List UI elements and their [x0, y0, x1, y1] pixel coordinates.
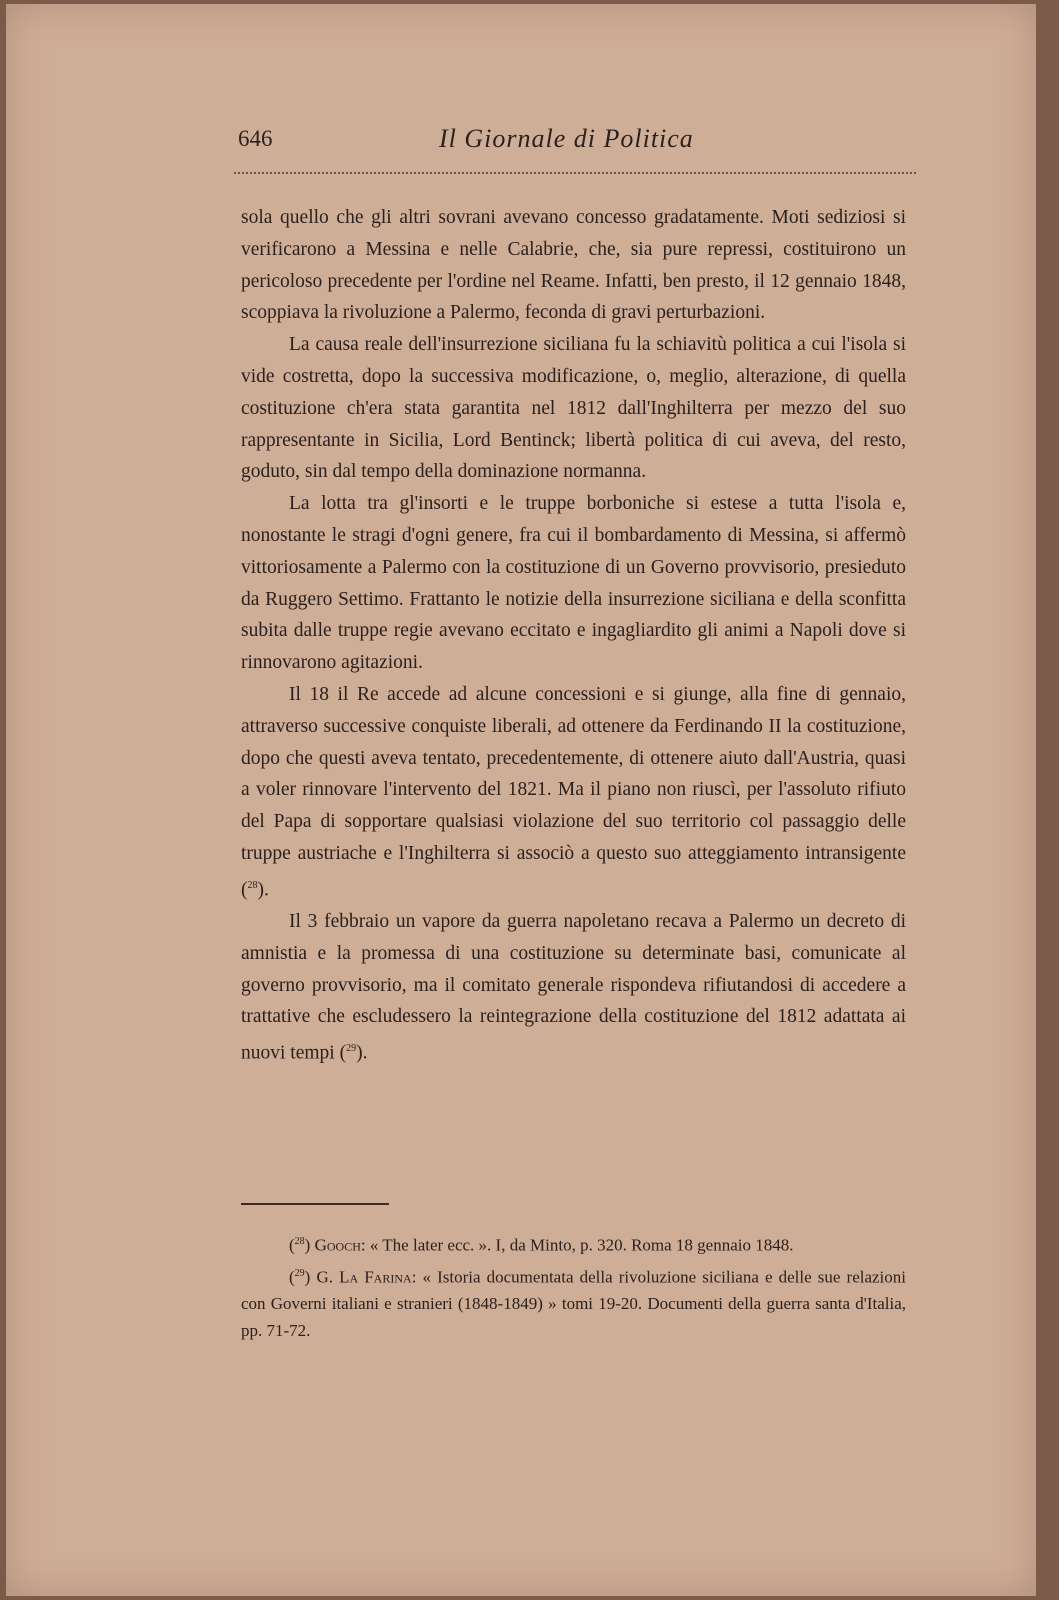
paragraph-4-text: Il 18 il Re accede ad alcune concessioni e si giunge, alla fine di gennaio, attraverso successive conquiste liberali, ad ottenere da Ferdinando II la costituzione, dopo che questi aveva tentato, precedentemente, di ottenere aiuto dall'Austria, quasi a voler rinnovare l'intervento del 1821. Ma il piano non riuscì, per l'assoluto rifiuto del Papa di sopportare qualsiasi violazione del suo territorio col passaggio delle truppe austriache e l'Inghilterra si associò a questo suo atteggiamento intransigente	[241, 683, 906, 864]
footnote-ref-29: 29	[346, 1043, 357, 1055]
running-title: Il Giornale di Politica	[439, 124, 694, 153]
paragraph-4: Il 18 il Re accede ad alcune concessioni e si giunge, alla fine di gennaio, attraverso successive conquiste liberali, ad ottenere da Ferdinando II la costituzione, dopo che questi aveva tentato, precedentemente, di ottenere aiuto dall'Austria, quasi a voler rinnovare l'intervento del 1821. Ma il piano non riuscì, per l'assoluto rifiuto del Papa di sopportare qualsiasi violazione del suo territorio col passaggio delle truppe austriache e l'Inghilterra si associò a questo suo atteggiamento intransigente ($^{28}$).	[241, 683, 906, 901]
footnote-29-number: 29	[294, 1268, 305, 1280]
paragraph-5-end: .	[362, 1042, 368, 1064]
paragraph-3: La lotta tra gl'insorti e le truppe borboniche si estese a tutta l'isola e, nonostante le stragi d'ogni genere, fra cui il bombardamento di Messina, si affermò vittoriosamente a Palermo con la costituzione di un Governo provvisorio, presieduto da Ruggero Settimo. Frattanto le notizie della insurrezione siciliana e della sconfitta subita dalle truppe regie avevano eccitato e ingagliardito gli animi a Napoli dove si rinnovarono agitazioni.	[241, 493, 906, 674]
header-dotted-rule	[234, 172, 916, 174]
footnote-29-author: G. La Farina	[316, 1267, 412, 1287]
paragraph-1: sola quello che gli altri sovrani avevano concesso gradatamente. Moti sediziosi si verificarono a Messina e nelle Calabrie, che, sia pure repressi, costituirono un pericoloso precedente per l'ordine nel Reame. Infatti, ben presto, il 12 gennaio 1848, scoppiava la rivoluzione a Palermo, feconda di gravi perturbazioni.	[241, 207, 906, 324]
book-page	[6, 4, 1036, 1596]
footnote-28-author: Gooch	[314, 1235, 361, 1255]
footnote-ref-28: 28	[247, 879, 258, 891]
body-text	[241, 202, 906, 1070]
paragraph-4-end: .	[264, 879, 269, 901]
footnote-28	[241, 1229, 906, 1259]
footnote-28-number: 28	[294, 1236, 305, 1247]
footnote-separator	[241, 1203, 389, 1205]
paragraph-5-text: Il 3 febbraio un vapore da guerra napoletano recava a Palermo un decreto di amnistia e la promessa di una costituzione su determinate basi, comunicate al governo provvisorio, ma il comitato generale rispondeva rifiutandosi di accedere a trattative che escludessero la reintegrazione della costituzione del 1812 adattata ai nuovi tempi	[241, 911, 906, 1064]
footnotes	[241, 1229, 906, 1346]
footnote-29-close: )	[304, 1267, 311, 1287]
footnote-28-open: (	[289, 1235, 295, 1255]
paragraph-5: Il 3 febbraio un vapore da guerra napoletano recava a Palermo un decreto di amnistia e la promessa di una costituzione su determinate basi, comunicate al governo provvisorio, ma il comitato generale rispondeva rifiutandosi di accedere a trattative che escludessero la reintegrazione della costituzione del 1812 adattata ai nuovi tempi ($^{29}$).	[241, 911, 906, 1064]
footnote-29-open: (	[289, 1267, 295, 1287]
page-header	[234, 126, 916, 166]
paragraph-2: La causa reale dell'insurrezione siciliana fu la schiavitù politica a cui l'isola si vide costretta, dopo la successiva modificazione, o, meglio, alterazione, di quella costituzione ch'era stata garantita nel 1812 dall'Inghilterra per mezzo del suo rappresentante in Sicilia, Lord Bentinck; libertà politica di cui aveva, del resto, goduto, sin dal tempo della dominazione normanna.	[241, 334, 906, 483]
footnote-28-close: )	[304, 1235, 311, 1255]
footnote-28-text: : « The later ecc. ». I, da Minto, p. 320. Roma 18 gennaio 1848.	[360, 1235, 794, 1255]
footnote-29-text: : « Istoria documentata della rivoluzione siciliana e delle sue relazioni con Governi italiani e stranieri (1848-1849) » tomi 19-20. Documenti della guerra santa d'Italia, pp. 71-72.	[241, 1267, 907, 1340]
footnote-29	[241, 1261, 906, 1344]
page-number: 646	[238, 126, 273, 151]
